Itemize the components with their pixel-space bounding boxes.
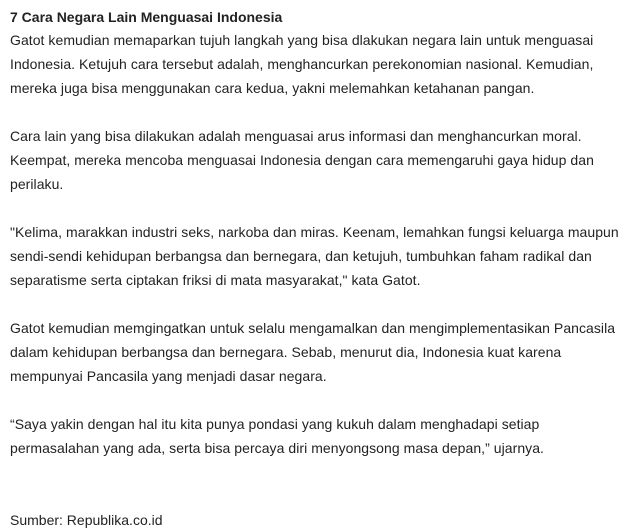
paragraph-2 [10,124,626,196]
paragraph-line: perilaku. [10,176,64,192]
paragraph-line: Gatot kemudian memgingatkan untuk selalu mengamalkan dan mengimplementasikan Pancasila [10,320,616,336]
paragraph-line: “Saya yakin dengan hal itu kita punya pondasi yang kukuh dalam menghadapi setiap [10,416,540,432]
paragraph-5 [10,412,626,460]
paragraph-line: permasalahan yang ada, serta bisa percaya diri menyongsong masa depan,” ujarnya. [10,440,544,456]
paragraph-line: Indonesia. Ketujuh cara tersebut adalah, menghancurkan perekonomian nasional. Kemudian, [10,56,594,72]
paragraph-spacer [10,460,626,508]
paragraph-1 [10,28,626,100]
paragraph-line: dalam kehidupan berbangsa dan bernegara. Sebab, menurut dia, Indonesia kuat karena [10,344,562,360]
paragraph-spacer [10,196,626,220]
source-credit: Sumber: Republika.co.id [10,512,163,528]
paragraph-4 [10,316,626,388]
paragraph-line: Gatot kemudian memaparkan tujuh langkah yang bisa dlakukan negara lain untuk menguasai [10,32,594,48]
paragraph-spacer [10,388,626,412]
paragraph-line: Cara lain yang bisa dilakukan adalah menguasai arus informasi dan menghancurkan moral. [10,128,582,144]
paragraph-line: Keempat, mereka mencoba menguasai Indonesia dengan cara memengaruhi gaya hidup dan [10,152,594,168]
paragraph-line: separatisme serta ciptakan friksi di mata masyarakat," kata Gatot. [10,272,421,288]
paragraph-3 [10,220,626,292]
paragraph-line: mempunyai Pancasila yang menjadi dasar negara. [10,368,327,384]
article-heading: 7 Cara Negara Lain Menguasai Indonesia [10,9,283,25]
paragraph-line: "Kelima, marakkan industri seks, narkoba dan miras. Keenam, lemahkan fungsi keluarga maupun [10,224,619,240]
paragraph-spacer [10,100,626,124]
paragraph-line: sendi-sendi kehidupan berbangsa dan bernegara, dan ketujuh, tumbuhkan faham radikal dan [10,248,592,264]
paragraph-spacer [10,292,626,316]
paragraph-line: mereka juga bisa menggunakan cara kedua, yakni melemahkan ketahanan pangan. [10,80,535,96]
